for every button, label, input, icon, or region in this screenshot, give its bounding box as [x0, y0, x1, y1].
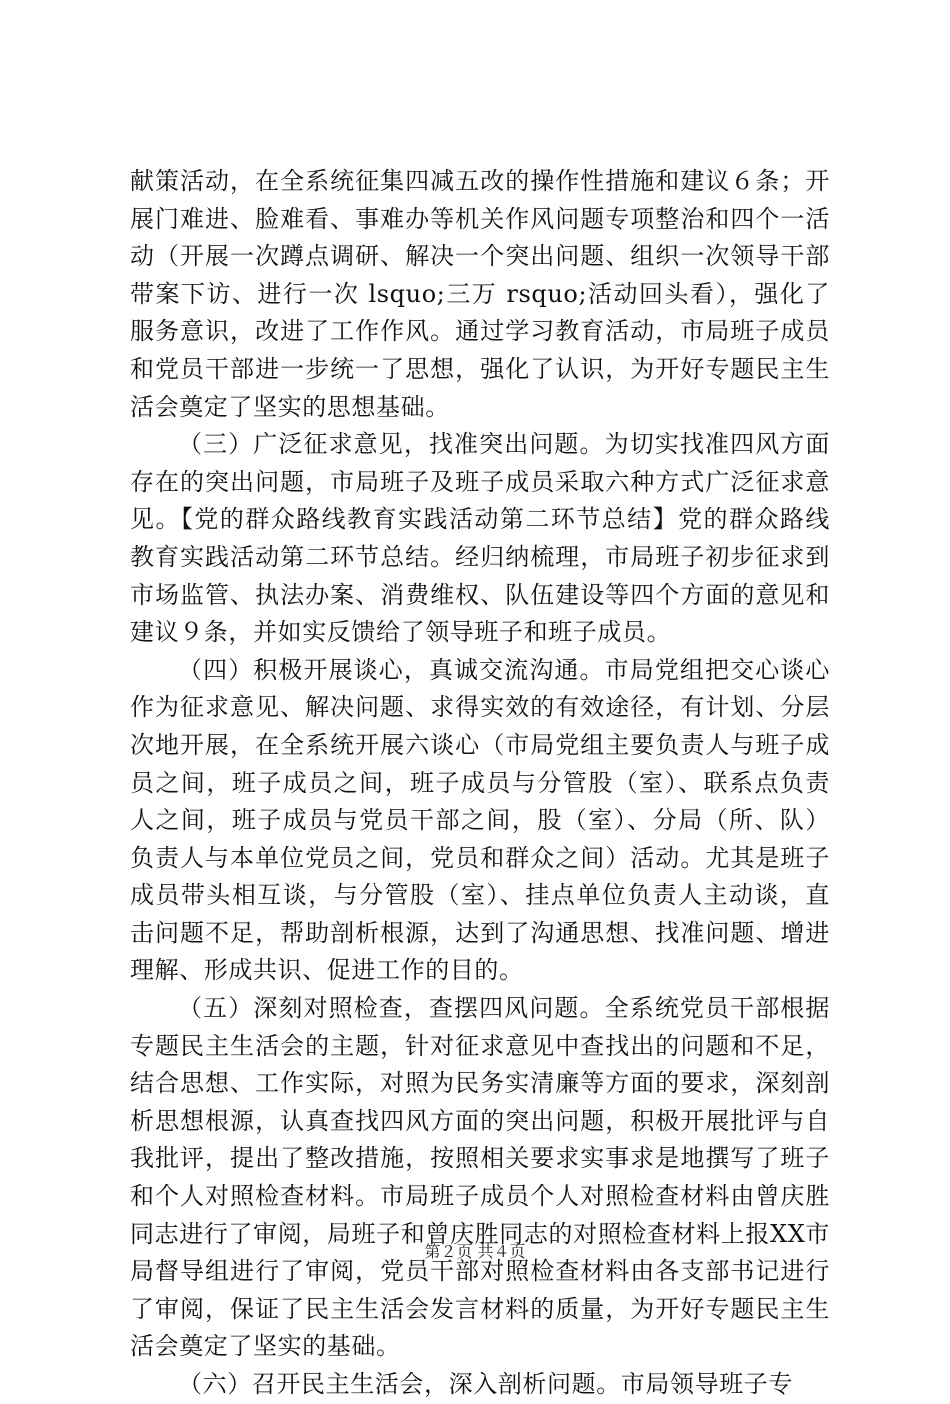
- paragraph-continuation: 献策活动，在全系统征集四减五改的操作性措施和建议６条；开展门难进、脸难看、事难办等机关作风问题专项整治和四个一活动（开展一次蹲点调研、解决一个突出问题、组织一次领导干部带案下访、进行一次 lsquo;三万 rsquo;活动回头看），强化了服务意识，改进了工作作风。通过学习教育活动，市局班子成员和党员干部进一步统一了思想，强化了认识，为开好专题民主生活会奠定了坚实的思想基础。: [130, 167, 830, 421]
- paragraph-section-6: （六）召开民主生活会，深入剖析问题。市局领导班子专: [178, 1370, 793, 1398]
- paragraph-section-3: （三）广泛征求意见，找准突出问题。为切实找准四风方面存在的突出问题，市局班子及班子成员采取六种方式广泛征求意见。【党的群众路线教育实践活动第二环节总结】党的群众路线教育实践活动第二环节总结。经归纳梳理，市局班子初步征求到市场监管、执法办案、消费维权、队伍建设等四个方面的意见和建议９条，并如实反馈给了领导班子和班子成员。: [130, 430, 830, 647]
- paragraph-section-4: （四）积极开展谈心，真诚交流沟通。市局党组把交心谈心作为征求意见、解决问题、求得实效的有效途径，有计划、分层次地开展，在全系统开展六谈心（市局党组主要负责人与班子成员之间，班子成员之间，班子成员与分管股（室）、联系点负责人之间，班子成员与党员干部之间，股（室）、分局（所、队）负责人与本单位党员之间，党员和群众之间）活动。尤其是班子成员带头相互谈，与分管股（室）、挂点单位负责人主动谈，直击问题不足，帮助剖析根源，达到了沟通思想、找准问题、增进理解、形成共识、促进工作的目的。: [130, 655, 830, 985]
- document-body: [130, 163, 830, 1404]
- page-footer: 第２页 共４页: [424, 1242, 526, 1261]
- paragraph-section-5: （五）深刻对照检查，查摆四风问题。全系统党员干部根据专题民主生活会的主题，针对征求意见中查找出的问题和不足，结合思想、工作实际，对照为民务实清廉等方面的要求，深刻剖析思想根源，认真查找四风方面的突出问题，积极开展批评与自我批评，提出了整改措施，按照相关要求实事求是地撰写了班子和个人对照检查材料。市局班子成员个人对照检查材料由曾庆胜同志进行了审阅，局班子和曾庆胜同志的对照检查材料上报XX市局督导组进行了审阅，党员干部对照检查材料由各支部书记进行了审阅，保证了民主生活会发言材料的质量，为开好专题民主生活会奠定了坚实的基础。: [130, 994, 830, 1361]
